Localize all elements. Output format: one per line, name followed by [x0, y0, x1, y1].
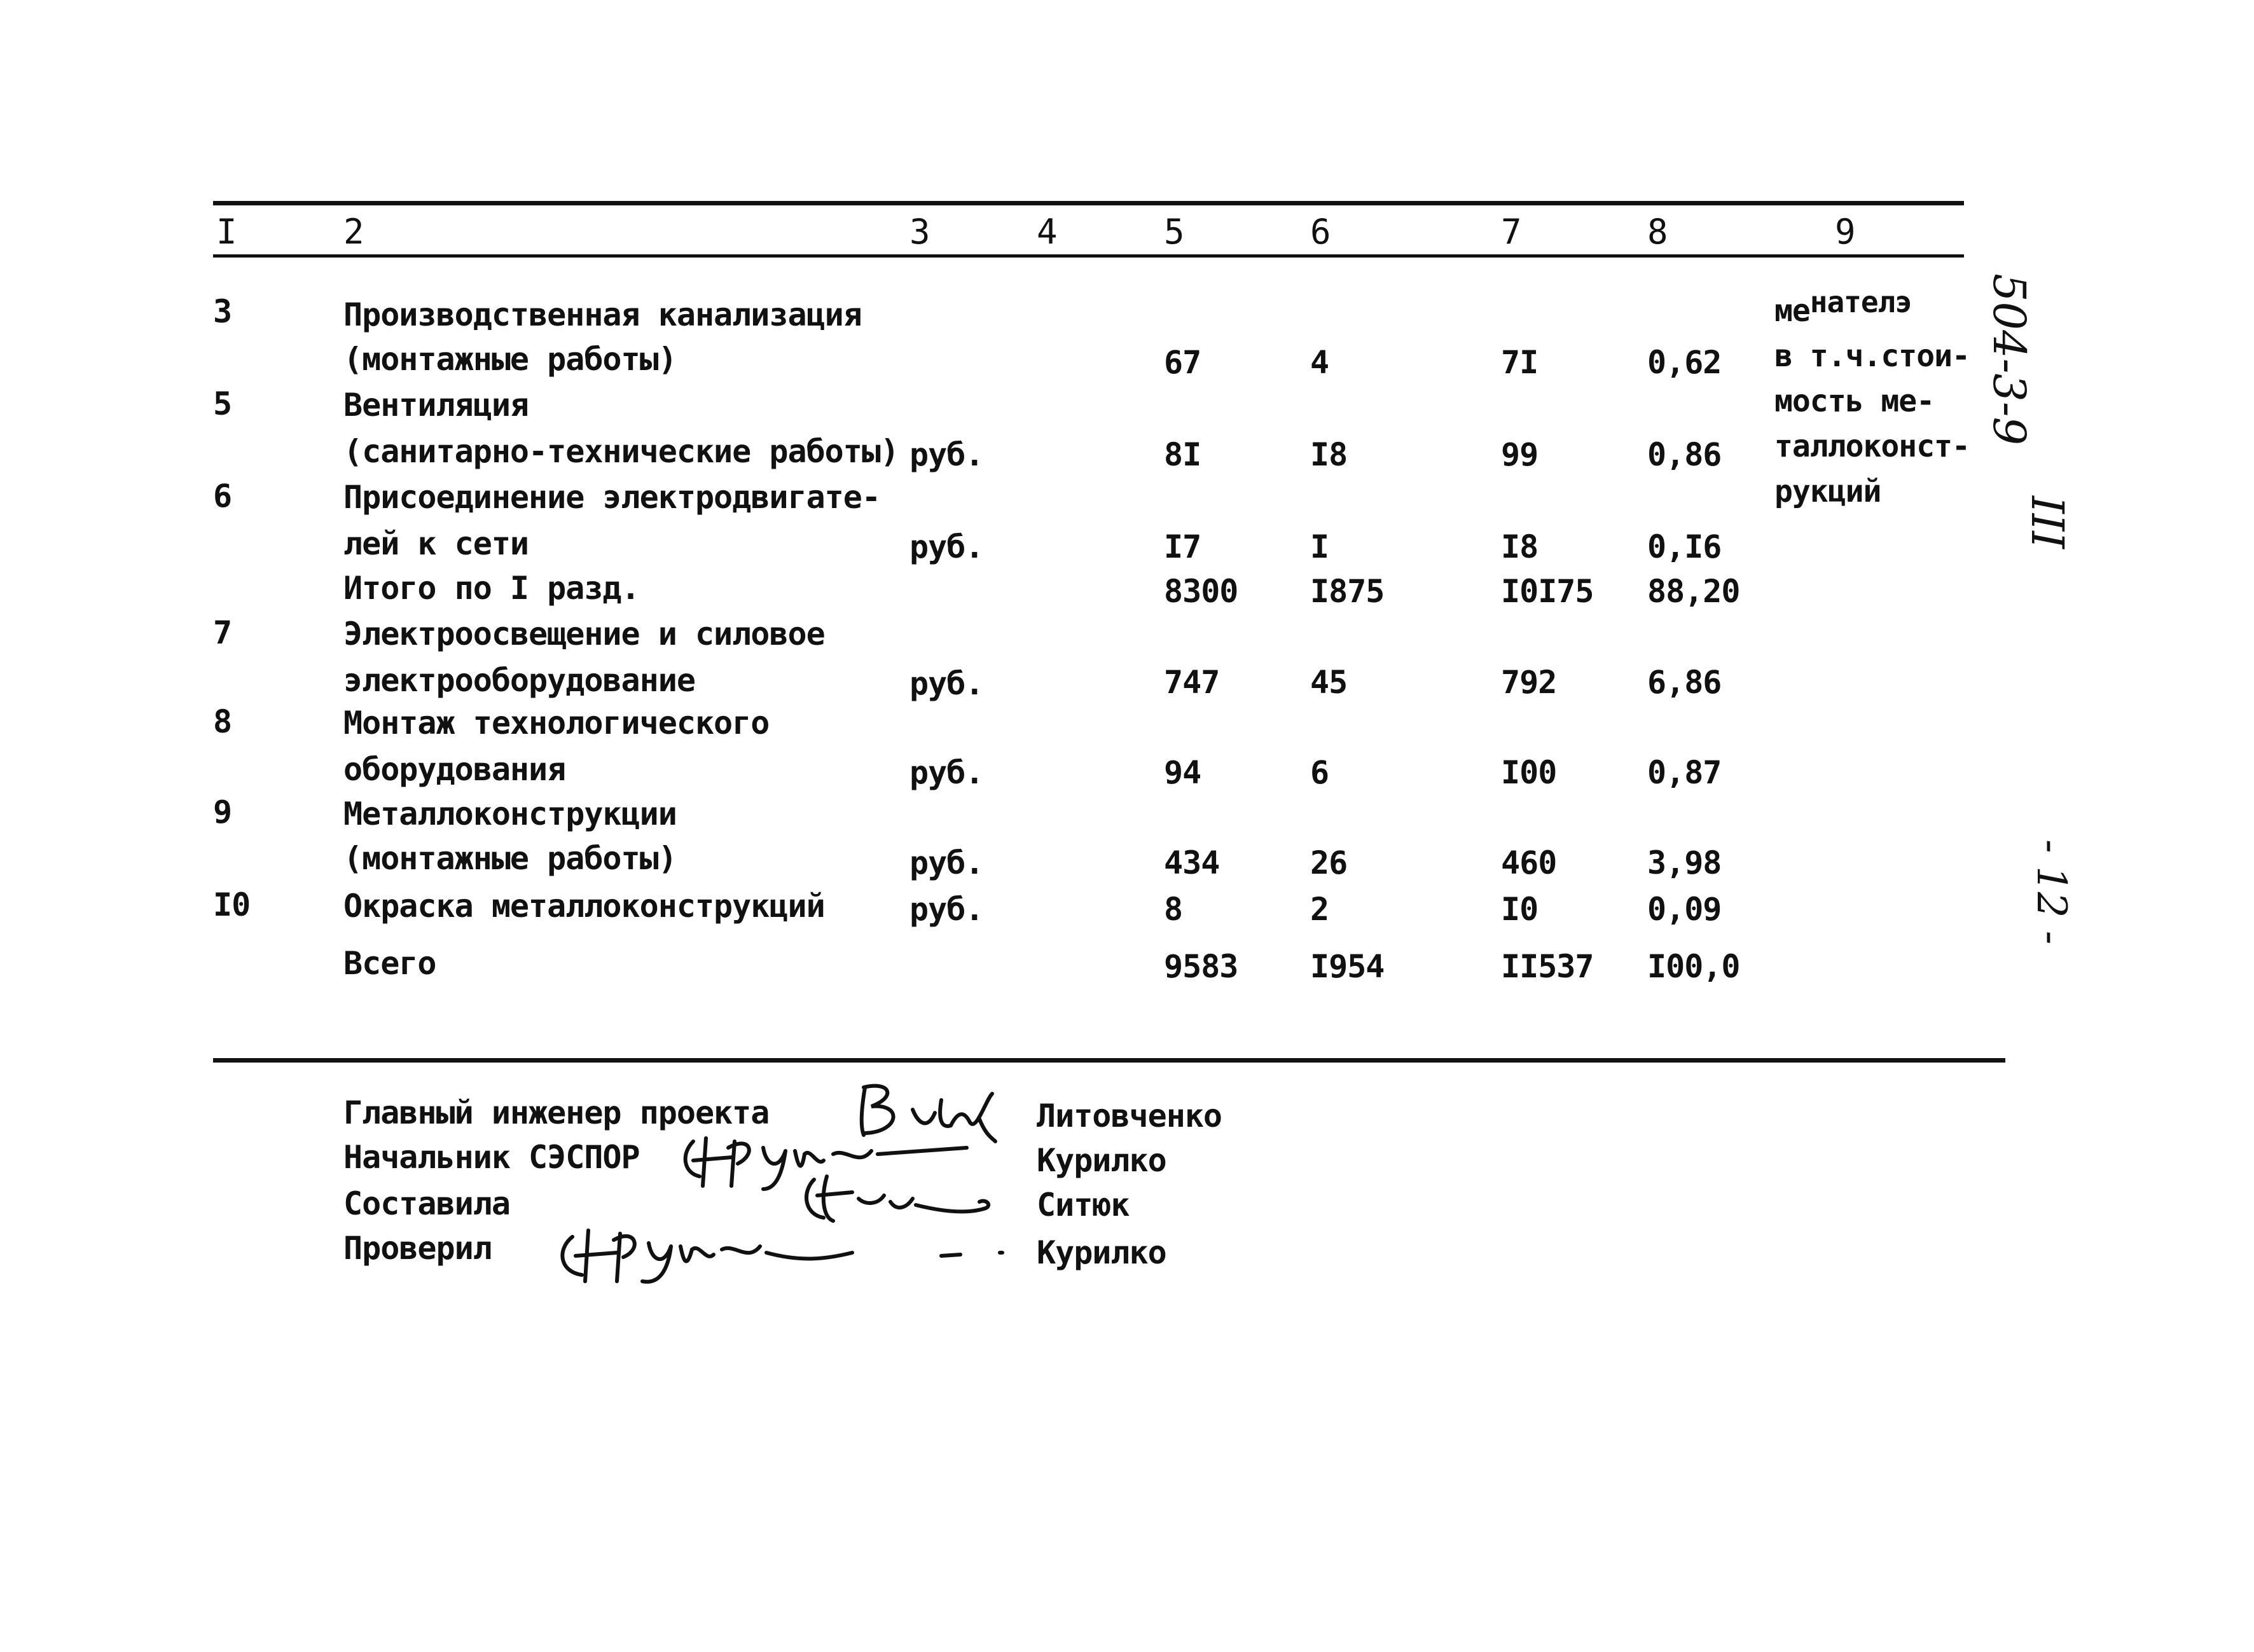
header-col-1: I	[216, 212, 237, 252]
total-col6: I954	[1310, 948, 1385, 985]
subtotal-col5: 8300	[1164, 573, 1238, 610]
row-col7: 7I	[1501, 344, 1538, 381]
row-col7: I8	[1501, 528, 1538, 565]
row-col8: 0,09	[1647, 891, 1722, 928]
note-line5: рукций	[1774, 474, 1881, 509]
note-line4: таллоконст-	[1774, 429, 1970, 464]
row-col5: 747	[1164, 664, 1220, 701]
row-name-line2: (санитарно-технические работы)	[343, 433, 899, 470]
row-num: 7	[213, 614, 232, 651]
row-name-line1: Монтаж технологического	[343, 705, 770, 741]
handwritten-signature-4	[547, 1218, 1005, 1288]
row-name-line1: Металлоконструкции	[343, 795, 677, 832]
row-name-line2: оборудования	[343, 751, 566, 788]
row-col5: 8	[1164, 891, 1183, 928]
row-unit: руб.	[909, 891, 984, 928]
row-col7: 460	[1501, 844, 1557, 881]
row-col6: 45	[1310, 664, 1348, 701]
row-num: 6	[213, 478, 232, 514]
document-code: 504-3-9	[1983, 273, 2035, 445]
row-num: 8	[213, 703, 232, 740]
signature-name-3: Ситюк	[1037, 1187, 1130, 1223]
header-col-3: 3	[909, 212, 930, 252]
row-unit: руб.	[909, 754, 984, 791]
header-col-7: 7	[1501, 212, 1521, 252]
note-line3: мость ме-	[1774, 383, 1935, 419]
row-unit: руб.	[909, 436, 984, 473]
row-col5: 434	[1164, 844, 1220, 881]
total-col7: II537	[1501, 948, 1594, 985]
row-name-line1: Производственная канализация	[343, 296, 862, 333]
section-number: III	[2021, 496, 2073, 549]
row-num: 3	[213, 293, 232, 330]
row-name-line2: (монтажные работы)	[343, 341, 677, 378]
row-col6: 4	[1310, 344, 1329, 381]
row-col8: 0,62	[1647, 344, 1722, 381]
row-unit: руб.	[909, 665, 984, 702]
row-col7: I0	[1501, 891, 1538, 928]
row-col7: 792	[1501, 664, 1557, 701]
row-col8: 0,I6	[1647, 528, 1722, 565]
row-num: I0	[213, 886, 251, 923]
header-col-6: 6	[1310, 212, 1331, 252]
row-col5: I7	[1164, 528, 1201, 565]
signature-role-1: Главный инженер проекта	[343, 1094, 770, 1131]
total-col5: 9583	[1164, 948, 1238, 985]
row-col6: 6	[1310, 754, 1329, 791]
total-col8: I00,0	[1647, 948, 1740, 985]
page-number: - 12 -	[2028, 839, 2075, 945]
table-top-rule	[213, 201, 1964, 205]
row-name-line2: электрооборудование	[343, 662, 695, 699]
row-unit: руб.	[909, 528, 984, 565]
row-col5: 94	[1164, 754, 1201, 791]
row-name-line2: (монтажные работы)	[343, 840, 677, 877]
row-unit: руб.	[909, 844, 984, 881]
row-col8: 3,98	[1647, 844, 1722, 881]
row-col6: 26	[1310, 844, 1348, 881]
row-col6: 2	[1310, 891, 1329, 928]
signature-name-2: Курилко	[1037, 1142, 1166, 1179]
row-name-line1: Окраска металлоконструкций	[343, 888, 825, 925]
row-col5: 8I	[1164, 436, 1201, 473]
row-col5: 67	[1164, 344, 1201, 381]
column-9-note	[1774, 280, 2003, 514]
header-col-9: 9	[1835, 212, 1855, 252]
row-col8: 0,86	[1647, 436, 1722, 473]
row-col6: I	[1310, 528, 1329, 565]
total-label: Всего	[343, 945, 436, 982]
note-line2: в т.ч.стои-	[1774, 338, 1970, 374]
row-col7: I00	[1501, 754, 1557, 791]
subtotal-col7: I0I75	[1501, 573, 1594, 610]
header-col-2: 2	[343, 212, 364, 252]
row-name-line2: лей к сети	[343, 525, 529, 562]
subtotal-label: Итого по I разд.	[343, 570, 640, 607]
row-col6: I8	[1310, 436, 1348, 473]
row-name-line1: Электроосвещение и силовое	[343, 616, 825, 652]
row-num: 5	[213, 385, 232, 422]
signature-role-3: Составила	[343, 1185, 510, 1222]
subtotal-col8: 88,20	[1647, 573, 1740, 610]
row-num: 9	[213, 794, 232, 830]
signature-name-1: Литовченко	[1037, 1098, 1222, 1134]
table-bottom-rule	[213, 1058, 2005, 1063]
row-name-line1: Присоединение электродвигате-	[343, 479, 880, 516]
signature-role-2: Начальник СЭСПОР	[343, 1139, 640, 1176]
row-col8: 6,86	[1647, 664, 1722, 701]
subtotal-col6: I875	[1310, 573, 1385, 610]
row-name-line1: Вентиляция	[343, 387, 529, 423]
note-line1: менателэ	[1774, 285, 1912, 329]
header-col-5: 5	[1164, 212, 1184, 252]
row-col8: 0,87	[1647, 754, 1722, 791]
signature-name-4: Курилко	[1037, 1234, 1166, 1271]
table-header-rule	[213, 254, 1964, 258]
header-col-8: 8	[1647, 212, 1668, 252]
header-col-4: 4	[1037, 212, 1057, 252]
row-col7: 99	[1501, 436, 1538, 473]
signature-role-4: Проверил	[343, 1230, 492, 1267]
